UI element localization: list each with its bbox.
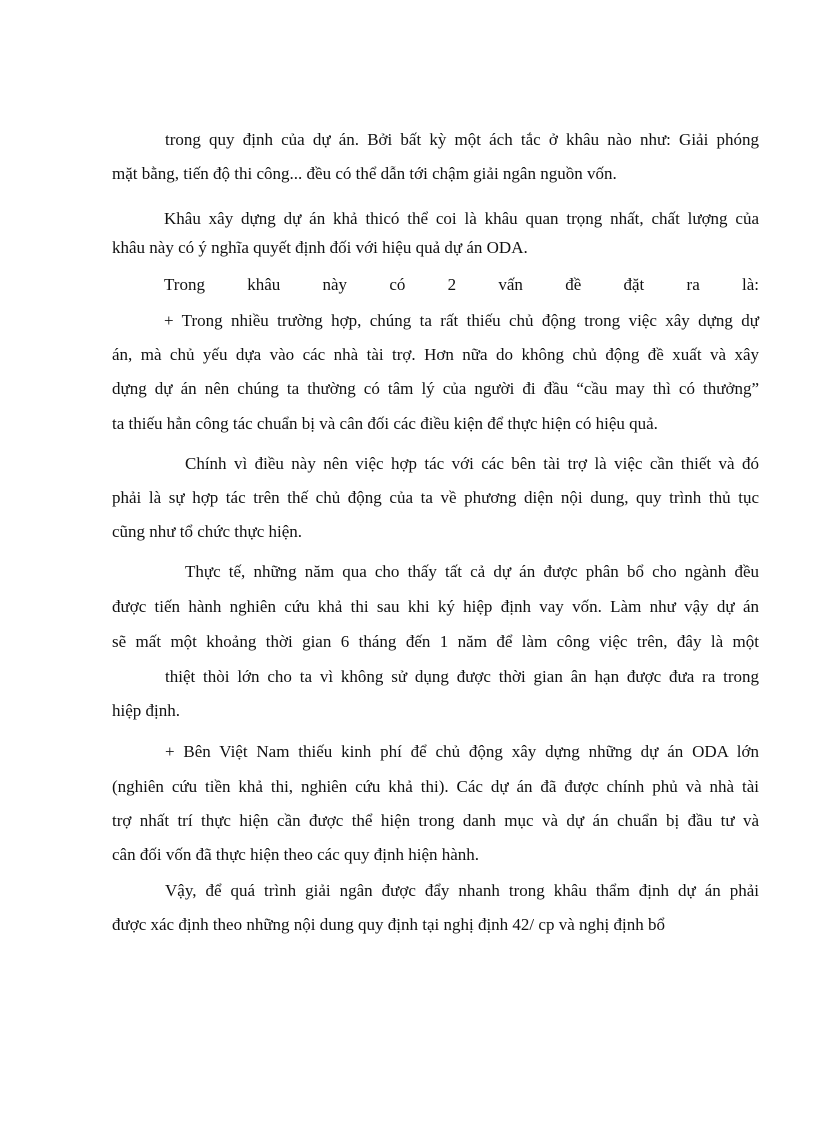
- paragraph-6-line-3: sẽ mất một khoảng thời gian 6 tháng đến 1 năm để làm công việc trên, đây là một: [112, 632, 759, 651]
- paragraph-8-line-1: Vậy, để quá trình giải ngân được đẩy nhanh trong khâu thẩm định dự án phải: [165, 881, 759, 900]
- paragraph-6-line-5: hiệp định.: [112, 701, 180, 720]
- paragraph-5-line-1: Chính vì điều này nên việc hợp tác với các bên tài trợ là việc cần thiết và đó: [185, 454, 759, 473]
- paragraph-2-line-1: Khâu xây dựng dự án khả thicó thể coi là khâu quan trọng nhất, chất lượng của: [164, 209, 759, 228]
- paragraph-8-line-2: được xác định theo những nội dung quy định tại nghị định 42/ cp và nghị định bổ: [112, 915, 665, 934]
- paragraph-2-line-2: khâu này có ý nghĩa quyết định đối với hiệu quả dự án ODA.: [112, 238, 528, 257]
- paragraph-6-line-2: được tiến hành nghiên cứu khả thi sau khi ký hiệp định vay vốn. Làm như vậy dự án: [112, 597, 759, 616]
- paragraph-6-line-4: thiệt thòi lớn cho ta vì không sử dụng được thời gian ân hạn được đưa ra trong: [165, 667, 759, 686]
- paragraph-5-line-3: cũng như tổ chức thực hiện.: [112, 522, 303, 541]
- paragraph-4-line-1: + Trong nhiều trường hợp, chúng ta rất thiếu chủ động trong việc xây dựng dự: [164, 311, 759, 330]
- paragraph-4-line-2: án, mà chủ yếu dựa vào các nhà tài trợ. Hơn nữa do không chủ động đề xuất và xây: [112, 345, 759, 364]
- paragraph-3-line-1: Trong khâu này có 2 vấn đề đặt ra là:: [164, 275, 759, 294]
- paragraph-7-line-2: (nghiên cứu tiền khả thi, nghiên cứu khả thi). Các dự án đã được chính phủ và nhà tài: [112, 777, 759, 796]
- paragraph-5-line-2: phải là sự hợp tác trên thế chủ động của ta về phương diện nội dung, quy trình thủ tục: [112, 488, 759, 507]
- paragraph-4-line-4: ta thiếu hẳn công tác chuẩn bị và cân đối các điều kiện để thực hiện có hiệu quả.: [112, 414, 658, 433]
- paragraph-6-line-1: Thực tế, những năm qua cho thấy tất cả dự án được phân bổ cho ngành đều: [185, 562, 759, 581]
- paragraph-7-line-4: cân đối vốn đã thực hiện theo các quy định hiện hành.: [112, 845, 480, 864]
- paragraph-4-line-3: dựng dự án nên chúng ta thường có tâm lý của người đi đầu “cầu may thì có thưởng”: [112, 379, 759, 398]
- paragraph-7-line-1: + Bên Việt Nam thiếu kinh phí để chủ động xây dựng những dự án ODA lớn: [165, 742, 759, 761]
- paragraph-1-line-2: mặt bằng, tiến độ thi công... đều có thể dẫn tới chậm giải ngân nguồn vốn.: [112, 164, 617, 183]
- paragraph-1-line-1: trong quy định của dự án. Bởi bất kỳ một ách tắc ở khâu nào như: Giải phóng: [165, 130, 759, 149]
- paragraph-7-line-3: trợ nhất trí thực hiện cần được thể hiện trong danh mục và dự án chuẩn bị đầu tư và: [112, 811, 759, 830]
